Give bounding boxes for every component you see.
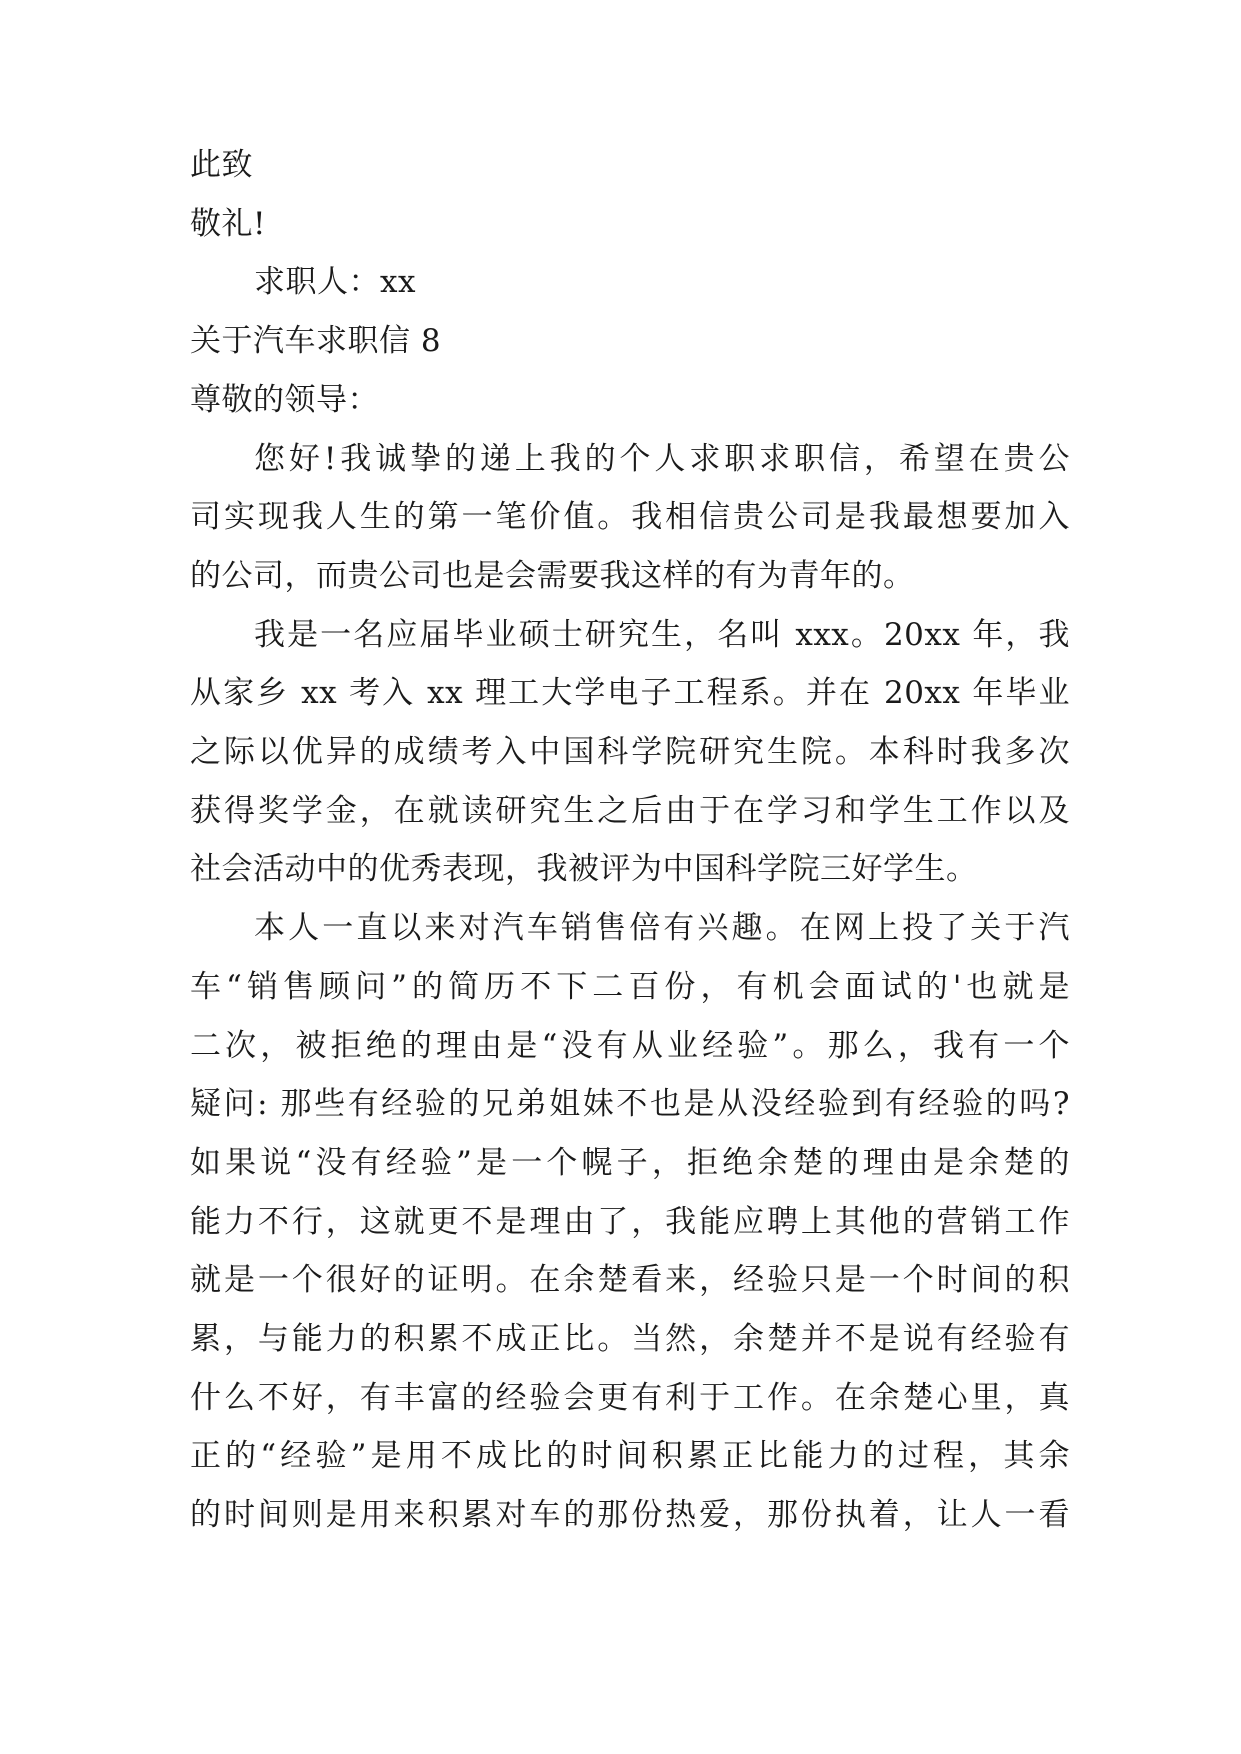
paragraph-line: 二次，被拒绝的理由是“没有从业经验”。那么，我有一个 — [190, 1027, 1070, 1064]
paragraph-line: 的时间则是用来积累对车的那份热爱，那份执着，让人一看 — [190, 1497, 1070, 1534]
closing-salutation: 此致 — [190, 147, 253, 183]
paragraph-line: 累，与能力的积累不成正比。当然，余楚并不是说有经验有 — [190, 1321, 1070, 1358]
paragraph-line: 之际以优异的成绩考入中国科学院研究生院。本科时我多次 — [190, 734, 1070, 771]
paragraph-line: 正的“经验”是用不成比的时间积累正比能力的过程，其余 — [190, 1438, 1070, 1475]
paragraph-line: 从家乡 xx 考入 xx 理工大学电子工程系。并在 20xx 年毕业 — [190, 675, 1070, 712]
closing-regards: 敬礼! — [190, 205, 266, 242]
paragraph-line: 本人一直以来对汽车销售倍有兴趣。在网上投了关于汽 — [254, 910, 1070, 947]
paragraph-line: 您好!我诚挚的递上我的个人求职求职信，希望在贵公 — [254, 440, 1070, 477]
paragraph-line: 疑问: 那些有经验的兄弟姐妹不也是从没经验到有经验的吗? — [190, 1086, 1070, 1123]
paragraph-line: 获得奖学金，在就读研究生之后由于在学习和学生工作以及 — [190, 792, 1070, 829]
letter-greeting: 尊敬的领导： — [190, 381, 379, 418]
paragraph-line: 能力不行，这就更不是理由了，我能应聘上其他的营销工作 — [190, 1203, 1070, 1240]
letter-title: 关于汽车求职信 8 — [190, 323, 442, 360]
paragraph-line: 社会活动中的优秀表现，我被评为中国科学院三好学生。 — [190, 851, 978, 888]
paragraph-line: 如果说“没有经验”是一个幌子，拒绝余楚的理由是余楚的 — [190, 1144, 1070, 1181]
paragraph-line: 什么不好，有丰富的经验会更有利于工作。在余楚心里，真 — [190, 1379, 1070, 1416]
paragraph-line: 司实现我人生的第一笔价值。我相信贵公司是我最想要加入 — [190, 499, 1070, 536]
paragraph-line: 的公司，而贵公司也是会需要我这样的有为青年的。 — [190, 557, 915, 594]
paragraph-line: 就是一个很好的证明。在余楚看来，经验只是一个时间的积 — [190, 1262, 1070, 1299]
signature: 求职人：xx — [254, 264, 416, 301]
letter-body — [190, 136, 1070, 1545]
paragraph-line: 我是一名应届毕业硕士研究生，名叫 xxx。20xx 年，我 — [254, 616, 1070, 653]
paragraph-line: 车“销售顾问”的简历不下二百份，有机会面试的'也就是 — [190, 968, 1070, 1005]
